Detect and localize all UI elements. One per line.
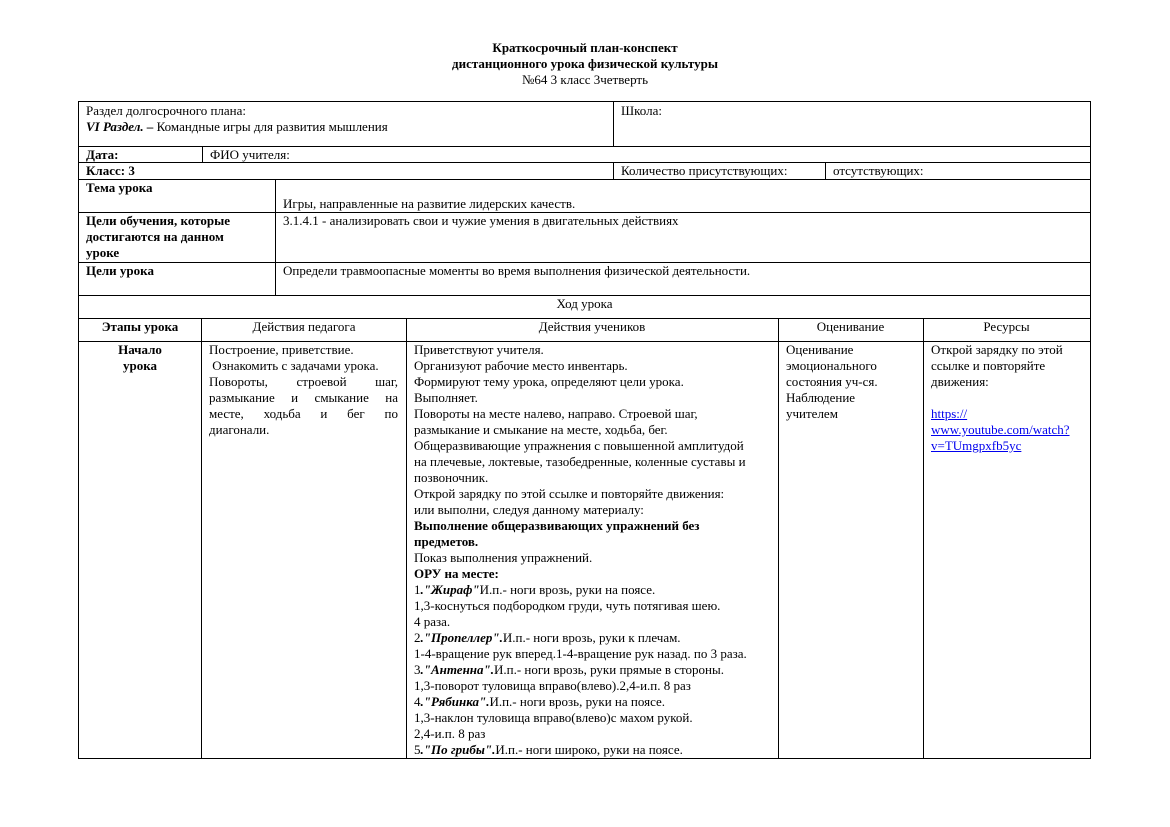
class-label: Класс: 3 xyxy=(86,163,135,178)
column-header-assessment: Оценивание xyxy=(816,319,885,334)
section-label: Раздел долгосрочного плана: xyxy=(86,103,247,118)
section-title: Командные игры для развития мышления xyxy=(153,119,388,134)
title-line-2: дистанционного урока физической культуры xyxy=(452,56,718,71)
student-actions: Приветствуют учителя. Организуют рабочие место инвентарь. Формируют тему урока, определяют цели урока. Выполняет. Повороты на месте налево, направо. Строевой шаг, размыкание и смыкание на месте, ходьба, бег. Общеразвивающие упражнения с повышенной амплитудой на плечевые, локтевые, тазобедренные, коленные суставы и позвоночник. Открой зарядку по этой ссылке и повторяйте движения: или выполни, следуя данному материалу: Выполнение общеразвивающих упражнений без предметов. Показ выполнения упражнений. ОРУ на месте: 1."Жираф"И.п.- ноги врозь, руки на поясе. 1,3-коснуться подбородком груди, чуть потягивая шею. 4 раза. 2."Пропеллер".И.п.- ноги врозь, руки к плечам. 1-4-вращение рук вперед.1-4-вращение рук назад. по 3 раза. 3."Антенна".И.п.- ноги врозь, руки прямые в стороны. 1,3-поворот туловища вправо(влево).2,4-и.п. 8 раз 4."Рябинка".И.п.- ноги врозь, руки на поясе. 1,3-наклон туловища вправо(влево)с махом рукой. 2,4-и.п. 8 раз 5."По грибы".И.п.- ноги широко, руки на поясе. xyxy=(414,342,776,758)
learning-goals-label: Цели обучения, которые достигаются на данном уроке xyxy=(86,213,231,260)
exercise-1: 1."Жираф"И.п.- ноги врозь, руки на поясе. xyxy=(414,582,656,597)
title-line-1: Краткосрочный план-конспект xyxy=(492,40,678,55)
exercise-5: 5."По грибы".И.п.- ноги широко, руки на поясе. xyxy=(414,742,683,757)
column-header-resources: Ресурсы xyxy=(983,319,1030,334)
teacher-actions: Построение, приветствие. Ознакомить с задачами урока. Повороты, строевой шаг, размыкание и смыкание на месте, ходьба и бег по диагонали. xyxy=(209,342,398,437)
assessment: Оценивание эмоционального состояния уч-ся. Наблюдение учителем xyxy=(786,342,878,421)
learning-goals-value: 3.1.4.1 - анализировать свои и чужие умения в двигательных действиях xyxy=(283,213,679,228)
teacher-label: ФИО учителя: xyxy=(210,147,290,162)
date-label: Дата: xyxy=(86,147,119,162)
topic-value: Игры, направленные на развитие лидерских качеств. xyxy=(283,196,576,211)
lesson-aims-label: Цели урока xyxy=(86,263,154,278)
column-header-teacher-actions: Действия педагога xyxy=(252,319,356,334)
lesson-aims-value: Определи травмоопасные моменты во время выполнения физической деятельности. xyxy=(283,263,751,278)
column-header-stages: Этапы урока xyxy=(101,319,179,334)
section-number: VI Раздел. – xyxy=(86,119,154,134)
stage-start-of-lesson: Начало урока xyxy=(118,342,162,373)
school-label: Школа: xyxy=(621,103,662,118)
exercise-3: 3."Антенна".И.п.- ноги врозь, руки прямые в стороны. xyxy=(414,662,724,677)
topic-label: Тема урока xyxy=(86,180,153,195)
document-title xyxy=(0,40,1170,88)
resources: Открой зарядку по этой ссылке и повторяйте движения: https:// www.youtube.com/watch? v=TUmgpxfb5yc xyxy=(931,342,1086,454)
exercise-2: 2."Пропеллер".И.п.- ноги врозь, руки к плечам. xyxy=(414,630,681,645)
present-count-label: Количество присутствующих: xyxy=(621,163,788,178)
title-line-3: №64 3 класс 3четверть xyxy=(521,72,649,87)
column-header-student-actions: Действия учеников xyxy=(538,319,646,334)
lesson-progress-heading: Ход урока xyxy=(556,296,613,311)
absent-count-label: отсутствующих: xyxy=(833,163,924,178)
exercise-4: 4."Рябинка".И.п.- ноги врозь, руки на поясе. xyxy=(414,694,666,709)
youtube-link[interactable]: https:// www.youtube.com/watch? v=TUmgpxfb5yc xyxy=(931,406,1070,453)
section-name xyxy=(86,119,388,135)
